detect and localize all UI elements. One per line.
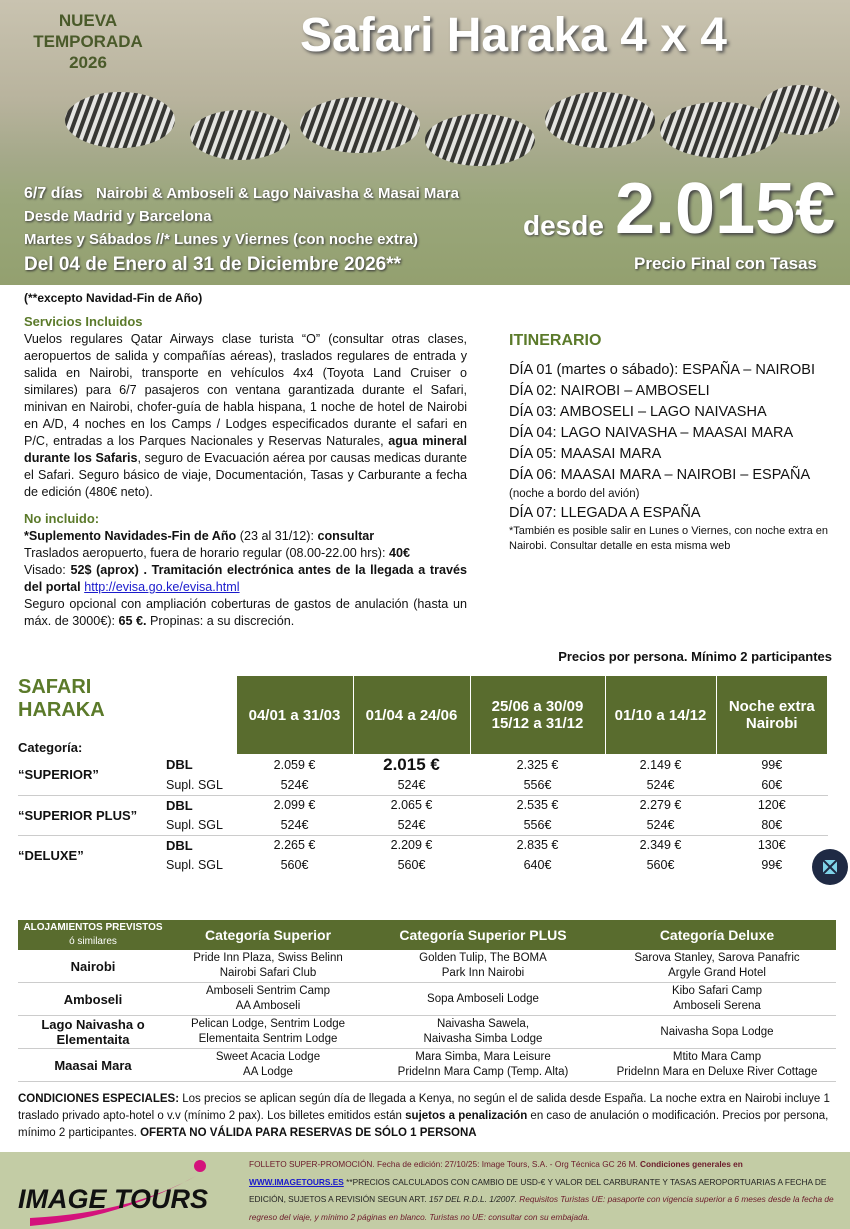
accommodation-table xyxy=(18,920,836,1082)
not-included-1 xyxy=(24,528,467,545)
price: 2.015€ xyxy=(615,169,836,249)
hotel-cell: Sopa Amboseli Lodge xyxy=(368,983,598,1016)
price-cell: 640€ xyxy=(523,858,552,872)
hotel-row xyxy=(18,1049,836,1082)
price-cell: 2.099 € xyxy=(273,798,316,813)
price-cell: 2.149 € xyxy=(639,758,682,772)
hotel-cell: Naivasha Sopa Lodge xyxy=(598,1016,836,1049)
itinerary-day: DÍA 03: AMBOSELI – LAGO NAIVASHA xyxy=(509,404,767,420)
price-cell: 2.065 € xyxy=(390,798,433,813)
room-type: Supl. SGL xyxy=(166,775,236,795)
itinerary-section xyxy=(509,332,839,554)
col-header: Categoría Superior PLUS xyxy=(368,920,598,950)
col-header: 01/04 a 24/06 xyxy=(353,676,470,755)
text: Seguro opcional con ampliación coberturas de gastos de anulación (hasta un máx. de 3000€): xyxy=(24,597,467,628)
price-cell: 524€ xyxy=(236,775,353,795)
room-type: Supl. SGL xyxy=(166,858,223,872)
text: Traslados aeropuerto, fuera de horario regular (08.00-22.00 hrs): xyxy=(24,546,389,560)
not-included-title: No incluido: xyxy=(24,511,100,526)
category-name: “SUPERIOR” xyxy=(18,755,166,796)
room-type: DBL xyxy=(166,757,193,773)
itinerary-day: DÍA 04: LAGO NAIVASHA – MAASAI MARA xyxy=(509,425,794,441)
itinerary-day: DÍA 07: LLEGADA A ESPAÑA xyxy=(509,505,701,521)
page-title: Safari Haraka 4 x 4 xyxy=(300,9,727,62)
text: agua mineral durante los Safaris xyxy=(24,434,467,465)
services-text xyxy=(24,331,467,501)
col-header: 25/06 a 30/09 15/12 a 31/12 xyxy=(470,676,605,755)
itinerary-note: (noche a bordo del avión) xyxy=(509,488,640,500)
text: consultar xyxy=(317,529,375,543)
trip-summary xyxy=(24,185,459,203)
svg-text:IMAGE TOURS: IMAGE TOURS xyxy=(18,1184,209,1214)
price-cell: 524€ xyxy=(236,815,353,835)
col-header: Categoría Deluxe xyxy=(598,920,836,950)
badge-line: NUEVA xyxy=(58,11,118,30)
price-row xyxy=(18,795,828,815)
price-cell: 2.279 € xyxy=(639,798,682,813)
price-cell: 2.209 € xyxy=(390,838,433,853)
price-row xyxy=(18,755,828,776)
itinerary-day: DÍA 01 (martes o sábado): ESPAÑA – NAIROBI xyxy=(509,362,815,378)
text: , seguro de Evacuación aérea por causas medicas durante el Safari. Seguro básico de viaje, Documentación, Tasas y Carburante a fecha de edición (480€ neto). xyxy=(24,451,467,499)
dates-note: (**excepto Navidad-Fin de Año) xyxy=(24,291,203,305)
hotel-cell: Mara Simba, Mara Leisure PrideInn Mara Camp (Temp. Alta) xyxy=(368,1049,598,1082)
city: Amboseli xyxy=(18,983,168,1016)
hotel-cell: Amboseli Sentrim Camp AA Amboseli xyxy=(168,983,368,1016)
price-cell: 524€ xyxy=(605,815,716,835)
col-header: Noche extra Nairobi xyxy=(716,676,828,755)
price-table-title: SAFARI HARAKA Categoría: xyxy=(18,675,105,755)
hotel-cell: Pelican Lodge, Sentrim Lodge Elementaita Sentrim Lodge xyxy=(168,1016,368,1049)
text: Tramitación electrónica antes de la llegada a través del portal xyxy=(24,563,467,594)
price-cell: 2.015 € xyxy=(383,755,440,774)
text: 65 €. xyxy=(118,614,147,628)
days: 6/7 días xyxy=(24,185,83,202)
route: Nairobi & Amboseli & Lago Naivasha & Masai Mara xyxy=(96,185,459,202)
hotel-row xyxy=(18,950,836,983)
hotel-cell: Mtito Mara Camp PrideInn Mara en Deluxe River Cottage xyxy=(598,1049,836,1082)
category-name: “DELUXE” xyxy=(18,847,84,863)
price-cell: 556€ xyxy=(470,815,605,835)
origin: Desde Madrid y Barcelona xyxy=(24,208,212,225)
col-header: 01/10 a 14/12 xyxy=(605,676,716,755)
price-cell: 2.325 € xyxy=(516,758,559,772)
image-tours-logo xyxy=(10,1158,230,1228)
price-cell: 2.535 € xyxy=(516,798,559,813)
price-cell: 80€ xyxy=(716,815,828,835)
evisa-link[interactable]: http://evisa.go.ke/evisa.html xyxy=(84,580,240,594)
dates: Del 04 de Enero al 31 de Diciembre 2026** xyxy=(24,254,402,275)
price-cell: 2.835 € xyxy=(516,838,559,853)
text: Propinas: a su discreción. xyxy=(146,614,295,628)
text: (23 al 31/12): xyxy=(236,529,318,543)
price-cell: 2.265 € xyxy=(273,838,316,853)
col-header: 04/01 a 31/03 xyxy=(236,676,353,755)
price-cell: 99€ xyxy=(761,858,783,872)
itinerary-footnote: *También es posible salir en Lunes o Viernes, con noche extra en Nairobi. Consultar detalle en esta misma web xyxy=(509,525,828,552)
price-note: Precio Final con Tasas xyxy=(634,254,817,273)
not-included-2 xyxy=(24,545,467,562)
services-title: Servicios Incluidos xyxy=(24,314,143,329)
text: 40€ xyxy=(388,546,410,560)
city: Nairobi xyxy=(18,950,168,983)
prices-caption: Precios por persona. Mínimo 2 participantes xyxy=(558,649,832,664)
price-row xyxy=(18,835,828,855)
price-cell: 2.059 € xyxy=(273,758,316,772)
services-section xyxy=(24,313,467,630)
room-type: DBL xyxy=(166,837,193,853)
text: *Suplemento Navidades-Fin de Año xyxy=(24,529,237,543)
itinerary-day: DÍA 06: MAASAI MARA – NAIROBI – ESPAÑA xyxy=(509,467,811,483)
price-cell: 560€ xyxy=(397,858,426,872)
price-cell: 99€ xyxy=(761,758,783,772)
itinerary-day: DÍA 05: MAASAI MARA xyxy=(509,446,662,462)
floating-app-button[interactable] xyxy=(812,849,848,885)
badge-line: 2026 xyxy=(69,53,107,72)
new-season-badge xyxy=(18,10,158,73)
hotel-cell: Golden Tulip, The BOMA Park Inn Nairobi xyxy=(368,950,598,983)
price-cell: 560€ xyxy=(280,858,309,872)
price-cell: 2.349 € xyxy=(639,838,682,853)
from-label: desde xyxy=(523,210,604,241)
category-name: “SUPERIOR PLUS” xyxy=(18,795,166,835)
price-cell: 120€ xyxy=(757,798,786,813)
price-cell: 524€ xyxy=(605,775,716,795)
price-cell: 60€ xyxy=(716,775,828,795)
price-cell: 560€ xyxy=(646,858,675,872)
hero-banner xyxy=(0,0,850,285)
hotel-cell: Sweet Acacia Lodge AA Lodge xyxy=(168,1049,368,1082)
price-table xyxy=(18,675,828,875)
price-cell: 524€ xyxy=(353,775,470,795)
text: Visado: xyxy=(24,563,71,577)
footer-legal: FOLLETO SUPER-PROMOCIÓN. Fecha de edición: 27/10/25: Image Tours, S.A. - Org Técnica GC 26 M. Condiciones generales en WWW.IMAGETOURS.ES **PRECIOS CALCULADOS CON CAMBIO DE USD-€ Y VALOR DEL CARBURANTE Y TASAS AEROPORTUARIAS A FECHA DE EDICIÓN, SUJETOS A REVISIÓN SEGUN ART. 157 DEL R.D.L. 1/2007. Requisitos Turistas UE: pasaporte con vigencia superior a 6 meses desde la fecha de regreso del viaje, y mínimo 2 páginas en blanco. Turistas no UE: consultar con su embajada. xyxy=(249,1159,834,1222)
city: Maasai Mara xyxy=(18,1049,168,1082)
itinerary-day: DÍA 02: NAIROBI – AMBOSELI xyxy=(509,383,710,399)
hotel-row xyxy=(18,983,836,1016)
badge-line: TEMPORADA xyxy=(33,32,143,51)
price-cell: 556€ xyxy=(470,775,605,795)
city: Lago Naivasha o Elementaita xyxy=(18,1016,168,1049)
price-cell: 130€ xyxy=(757,838,786,853)
hotel-cell: Naivasha Sawela, Naivasha Simba Lodge xyxy=(368,1016,598,1049)
hotel-cell: Pride Inn Plaza, Swiss Belinn Nairobi Safari Club xyxy=(168,950,368,983)
itinerary-title: ITINERARIO xyxy=(509,332,602,349)
hotel-cell: Kibo Safari Camp Amboseli Serena xyxy=(598,983,836,1016)
room-type: DBL xyxy=(166,797,193,813)
text: Vuelos regulares Qatar Airways clase turista “O” (consultar otras clases, aeropuertos de salida y compañías aéreas), traslados regulares de entrada y salida en Nairobi, transporte en vehículos 4x4 (Toyota Land Cruiser o similares) para 6/7 pasajeros con ventana garantizada durante el Safari, minivan en Nairobi, chofer-guía de habla hispana, 1 noche de hotel de Nairobi en A/D, 4 noches en los Camps / Lodges especificados durante el safari en P/C, entradas a los Parques Nacionales y Reservas Naturales, xyxy=(24,332,467,448)
price-cell: 524€ xyxy=(353,815,470,835)
website-link[interactable]: WWW.IMAGETOURS.ES xyxy=(249,1176,344,1187)
hotel-cell: Sarova Stanley, Sarova Panafric Argyle Grand Hotel xyxy=(598,950,836,983)
special-conditions: CONDICIONES ESPECIALES: Los precios se aplican según día de llegada a Kenya, no según el de salida desde España. La noche extra en Nairobi incluye 1 traslado privado apto-hotel o v.v (mínimo 2 pax). Los billetes emitidos están sujetos a penalización en caso de anulación o modificación. Precios por persona, mínimo 2 participantes. OFERTA NO VÁLIDA PARA RESERVAS DE SÓLO 1 PERSONA xyxy=(18,1093,830,1139)
text: 52$ (aprox) . xyxy=(70,563,147,577)
not-included-4 xyxy=(24,596,467,630)
departures: Martes y Sábados //* Lunes y Viernes (con noche extra) xyxy=(24,231,419,248)
not-included-3 xyxy=(24,562,467,596)
room-type: Supl. SGL xyxy=(166,815,236,835)
footer xyxy=(0,1152,850,1229)
app-icon xyxy=(821,858,839,876)
col-header: ALOJAMIENTOS PREVISTOS ó similares xyxy=(18,920,168,950)
col-header: Categoría Superior xyxy=(168,920,368,950)
hotel-row xyxy=(18,1016,836,1049)
